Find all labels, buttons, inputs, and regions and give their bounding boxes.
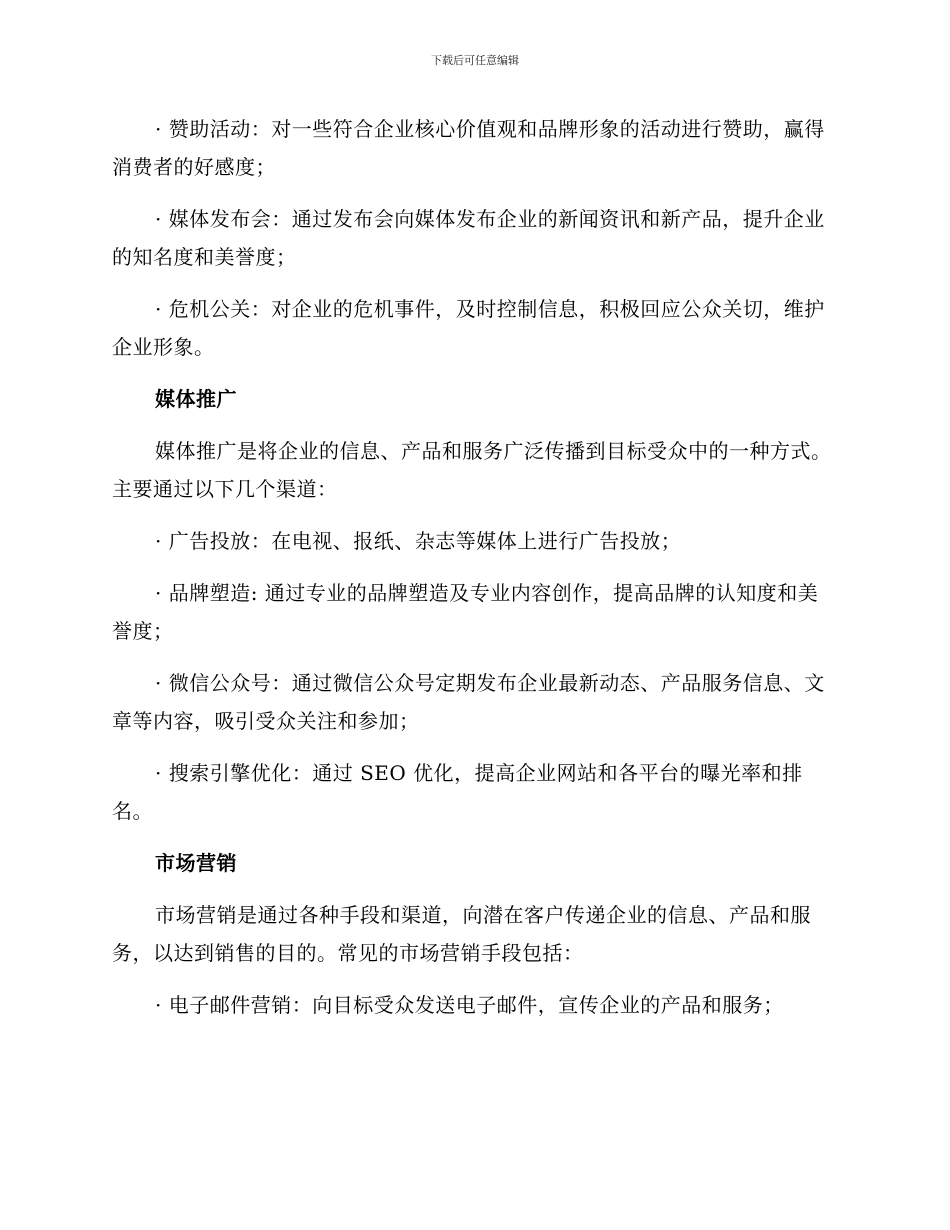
document-body — [112, 110, 836, 1038]
marketing-intro: 市场营销是通过各种手段和渠道，向潜在客户传递企业的信息、产品和服务，以达到销售的目的。常见的市场营销手段包括： — [112, 903, 811, 965]
media-promotion-intro: 媒体推广是将企业的信息、产品和服务广泛传播到目标受众中的一种方式。主要通过以下几个渠道： — [112, 439, 832, 501]
bullet-advertising: · 广告投放：在电视、报纸、杂志等媒体上进行广告投放； — [155, 529, 682, 553]
bullet-crisis-pr: · 危机公关：对企业的危机事件，及时控制信息，积极回应公众关切，维护企业形象。 — [112, 297, 825, 359]
bullet-press-conference: · 媒体发布会：通过发布会向媒体发布企业的新闻资讯和新产品，提升企业的知名度和美誉度； — [112, 207, 825, 269]
bullet-wechat-account: · 微信公众号：通过微信公众号定期发布企业最新动态、产品服务信息、文章等内容，吸引受众关注和参加； — [112, 671, 825, 733]
bullet-brand-building: · 品牌塑造: 通过专业的品牌塑造及专业内容创作，提高品牌的认知度和美誉度； — [112, 581, 819, 643]
section-heading-marketing: 市场营销 — [155, 851, 237, 875]
bullet-email-marketing: · 电子邮件营销：向目标受众发送电子邮件，宣传企业的产品和服务； — [155, 993, 784, 1017]
page-header: 下载后可任意编辑 — [431, 54, 519, 67]
bullet-seo: · 搜索引擎优化：通过 SEO 优化，提高企业网站和各平台的曝光率和排名。 — [112, 761, 803, 823]
bullet-sponsorship: · 赞助活动：对一些符合企业核心价值观和品牌形象的活动进行赞助，赢得消费者的好感度； — [112, 117, 825, 179]
section-heading-media-promotion: 媒体推广 — [155, 387, 237, 411]
